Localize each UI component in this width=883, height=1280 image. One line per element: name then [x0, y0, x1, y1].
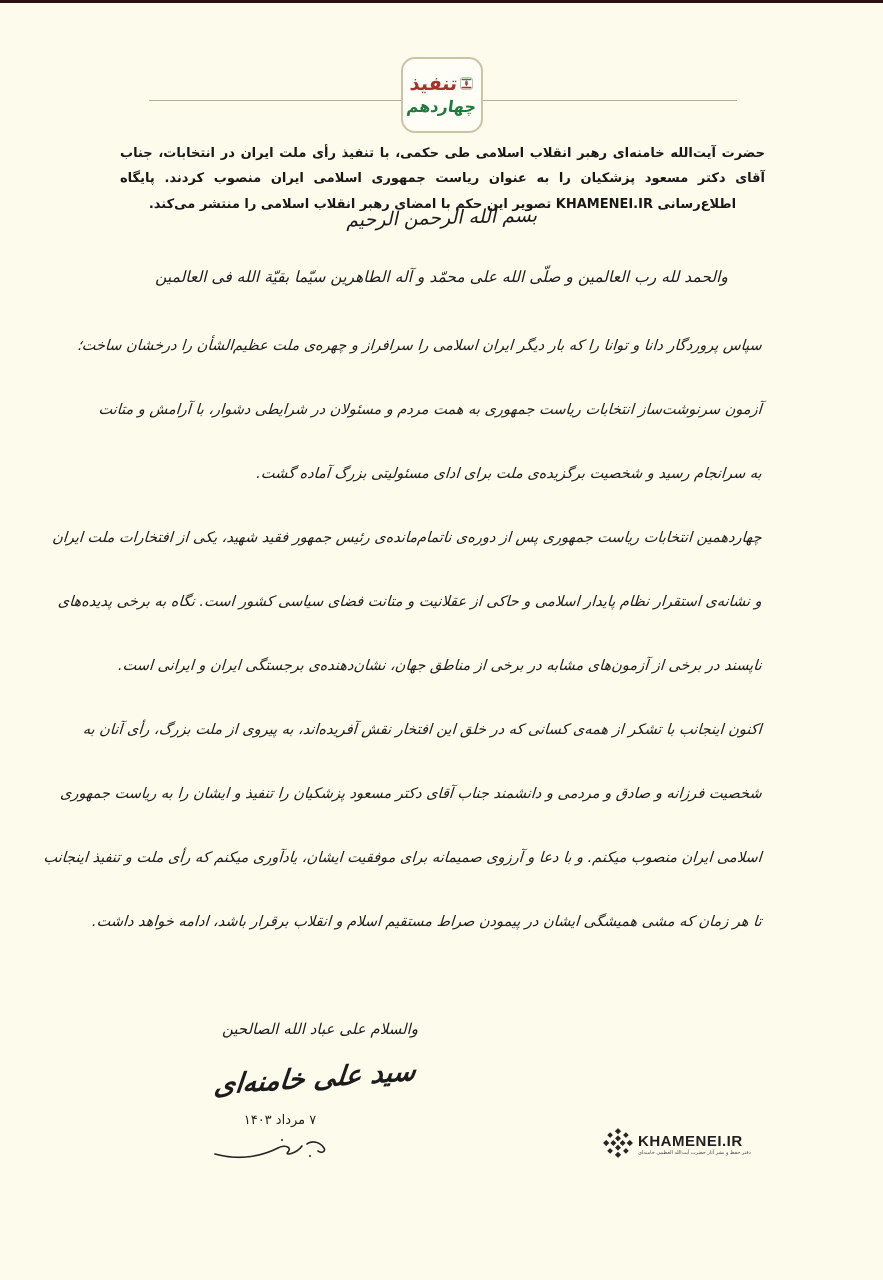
letter-line: اسلامی ایران منصوب میکنم. و با دعا و آرزوی صمیمانه برای موفقیت ایشان، یادآوری میکنم که رأی ملت و تنفیذ اینجانب [42, 850, 763, 866]
letter-line: آزمون سرنوشت‌ساز انتخابات ریاست جمهوری به همت مردم و مسئولان در شرایطی دشوار، با آرامش و متانت [97, 402, 763, 418]
logo-caption: دفتر حفظ و نشر آثار حضرت آیت‌الله العظمی خامنه‌ای [638, 1150, 751, 1156]
letter-line: اکنون اینجانب با تشکر از همه‌ی کسانی که در خلق این افتخار نقش آفریده‌اند، به پیروی از ملت بزرگ، رأی آنان به [82, 722, 763, 738]
top-border [0, 0, 883, 3]
bismillah-line: بسم الله الرحمن الرحیم [345, 204, 538, 232]
letter-body [42, 338, 763, 978]
badge-word-tanfiz: تنفیذ [408, 72, 459, 95]
logo-text-block [638, 1134, 751, 1156]
khamenei-emblem-icon [603, 1128, 633, 1162]
hamdala-line: والحمد لله رب العالمین و صلّی الله علی محمّد و آله الطاهرین سیّما بقیّة الله فی العالمین [155, 268, 728, 286]
signature-flourish-icon [212, 1134, 330, 1168]
letter-line: و نشانه‌ی استقرار نظام پایدار اسلامی و حاکی از عقلانیت و متانت فضای سیاسی کشور است. نگاه به برخی پدیده‌های [57, 594, 763, 610]
signature-calligraphy: سید علی خامنه‌ای [212, 1055, 418, 1102]
intro-paragraph: حضرت آیت‌الله خامنه‌ای رهبر انقلاب اسلامی طی حکمی، با تنفیذ رأی ملت ایران در انتخابات، جناب آقای دکتر مسعود پزشکیان را به عنوان ریاست جمهوری اسلامی ایران منصوب کردند. پایگاه اطلاع‌رسانی KHAMENEI.IR تصویر این حکم با امضای رهبر انقلاب اسلامی را منتشر می‌کند. [120, 146, 765, 212]
letter-line: ناپسند در برخی از آزمون‌های مشابه در برخی از مناطق جهان، نشان‌دهنده‌ی برجستگی ایران و ایرانی است. [117, 658, 763, 674]
signature-date: ۷ مرداد ۱۴۰۳ [243, 1113, 317, 1128]
tanfiz-14-badge [401, 57, 483, 133]
khamenei-ir-logo [603, 1128, 753, 1162]
letter-line: چهاردهمین انتخابات ریاست جمهوری پس از دوره‌ی ناتمام‌مانده‌ی رئیس جمهور فقید شهید، یکی از افتخارات ملت ایران [51, 530, 763, 546]
badge-top-row [410, 74, 473, 95]
closing-salutation: والسلام علی عباد الله الصالحین [221, 1020, 419, 1038]
letter-line: سپاس پروردگار دانا و توانا را که بار دیگر ایران اسلامی را سرافراز و چهره‌ی ملت عظیم‌الشأن را درخشان ساخت؛ [76, 338, 763, 354]
letter-line: به سرانجام رسید و شخصیت برگزیده‌ی ملت برای ادای مسئولیتی بزرگ آماده گشت. [255, 466, 763, 482]
letter-line: شخصیت فرزانه و صادق و مردمی و دانشمند جناب آقای دکتر مسعود پزشکیان را تنفیذ و ایشان را به ریاست جمهوری [59, 786, 763, 802]
badge-word-chahardahom: چهاردهم [405, 96, 478, 116]
letter-line: تا هر زمان که مشی همیشگی ایشان در پیمودن صراط مستقیم اسلام و انقلاب برقرار باشد، ادامه خواهد داشت. [91, 914, 763, 930]
iran-flag-icon [460, 75, 473, 94]
logo-title: KHAMENEI.IR [638, 1133, 743, 1150]
